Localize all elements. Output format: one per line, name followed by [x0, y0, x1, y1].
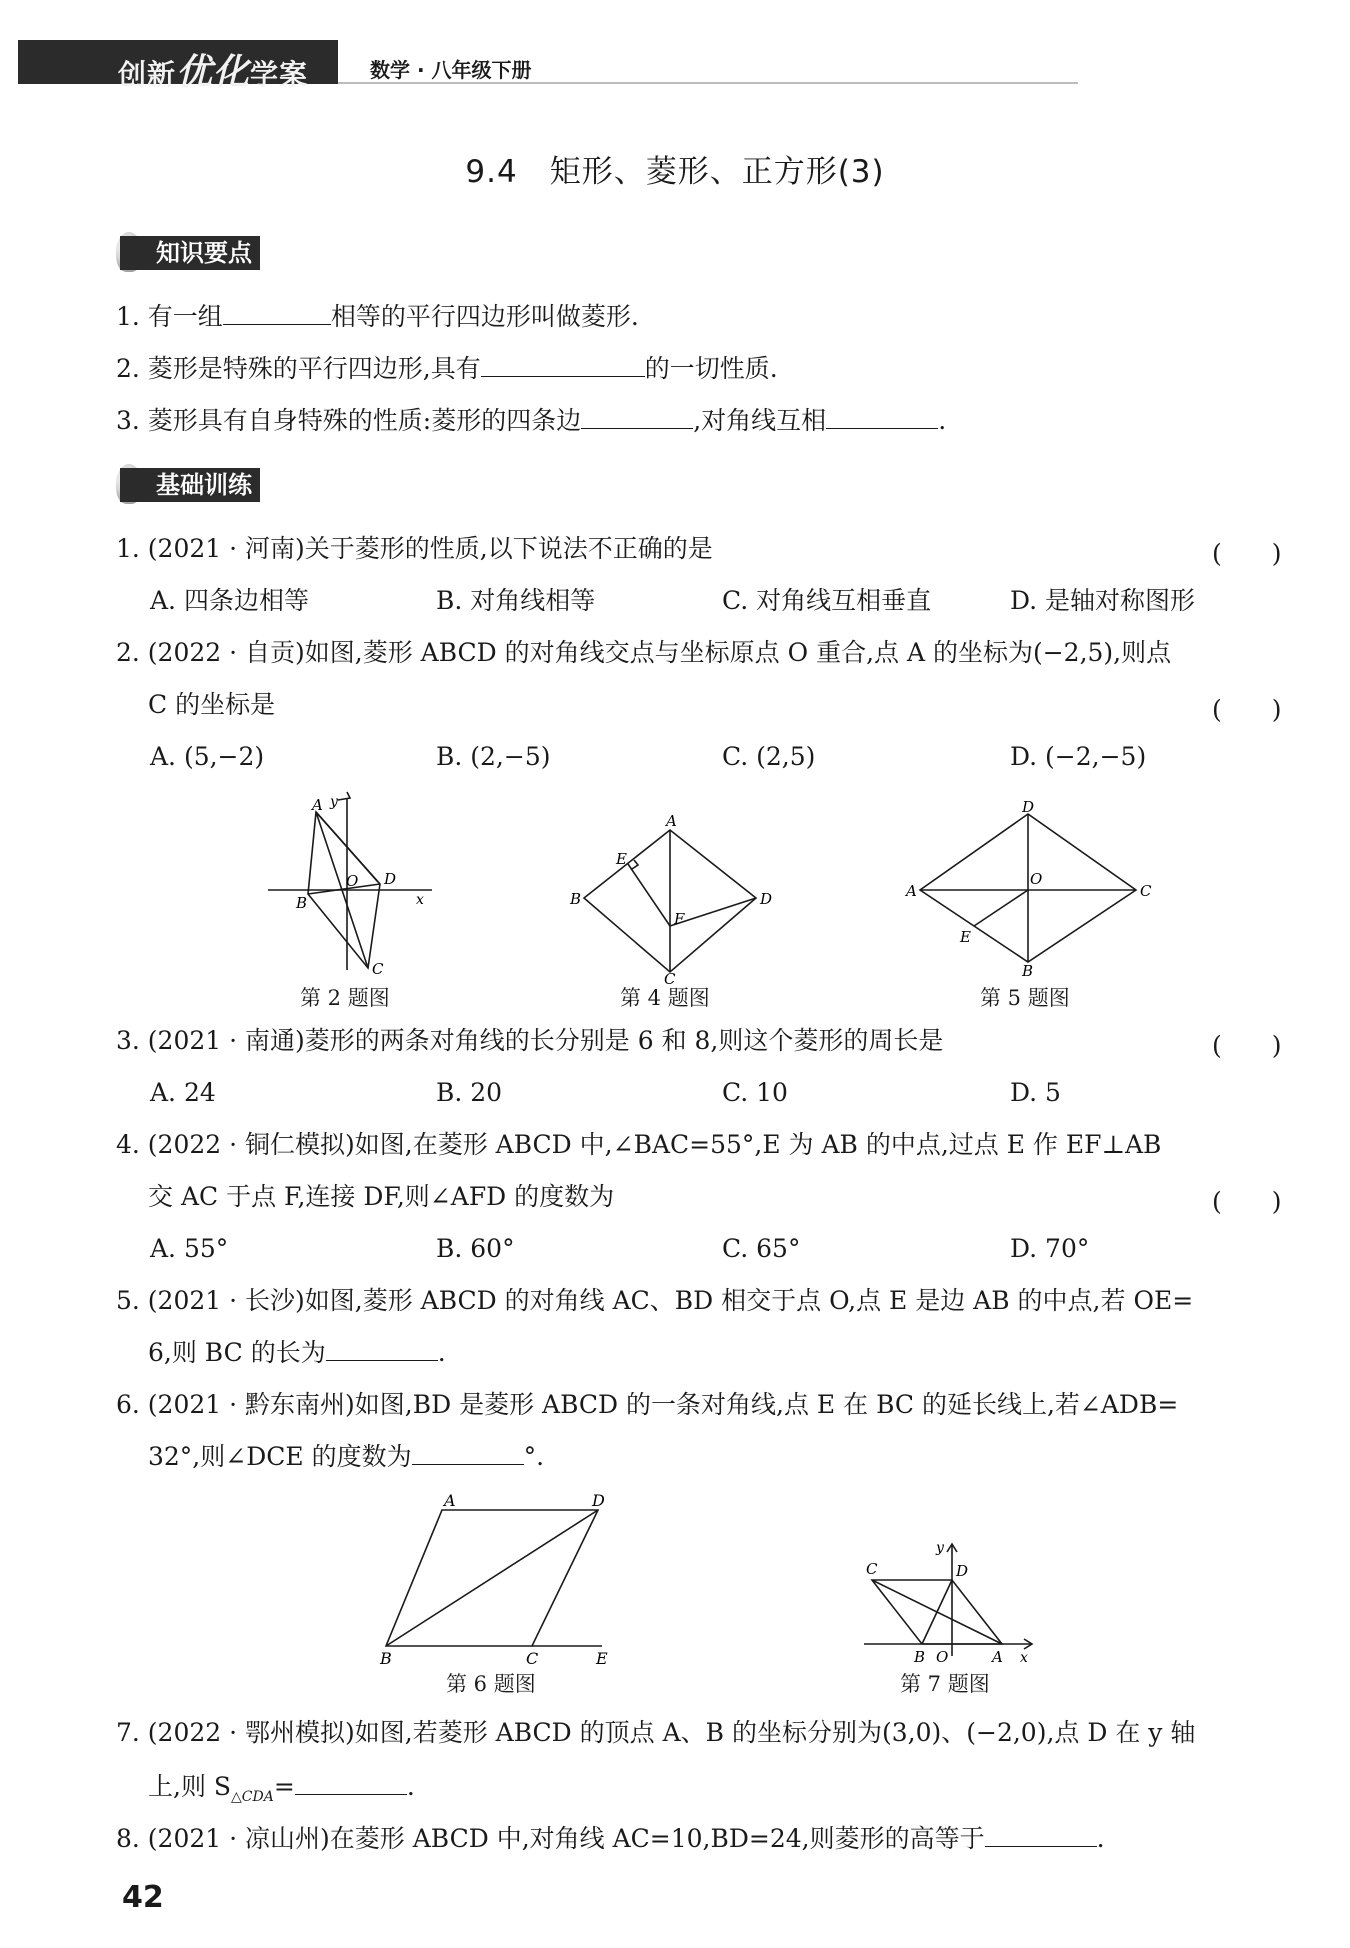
question-8: 8. (2021 · 凉山州)在菱形 ABCD 中,对角线 AC=10,BD=24,则菱形的高等于 . [116, 1824, 1105, 1853]
question-4-line-1: 4. (2022 · 铜仁模拟)如图,在菱形 ABCD 中,∠BAC=55°,E 为 AB 的中点,过点 E 作 EF⊥AB [116, 1130, 1162, 1159]
label-O: O [1030, 870, 1043, 888]
page-number: 42 [122, 1880, 164, 1915]
q3-option-c[interactable]: C. 10 [722, 1078, 788, 1107]
label-E: E [616, 850, 627, 868]
answer-paren[interactable]: ( ) [1212, 1031, 1282, 1060]
label-x: x [416, 892, 424, 908]
q1-option-d[interactable]: D. 是轴对称图形 [1010, 586, 1196, 615]
label-B: B [570, 890, 582, 908]
label-y: y [330, 794, 338, 810]
q3-option-a[interactable]: A. 24 [150, 1078, 216, 1107]
page-title: 9.4 矩形、菱形、正方形(3) [465, 154, 885, 190]
section-heading-basic: 基础训练 [120, 468, 260, 502]
label-D: D [384, 870, 397, 888]
label-x: x [1020, 1650, 1028, 1666]
knowledge-item-2: 2. 菱形是特殊的平行四边形,具有 的一切性质. [116, 354, 778, 383]
label-B: B [296, 894, 308, 912]
question-7-line-1: 7. (2022 · 鄂州模拟)如图,若菱形 ABCD 的顶点 A、B 的坐标分别为(3,0)、(−2,0),点 D 在 y 轴 [116, 1718, 1196, 1747]
label-B: B [1022, 962, 1034, 978]
question-5-line-2: 6,则 BC 的长为 . [148, 1338, 446, 1367]
q4-option-c[interactable]: C. 65° [722, 1234, 801, 1263]
answer-blank[interactable] [412, 1440, 524, 1465]
label-A: A [666, 814, 677, 830]
knowledge-item-1: 1. 有一组 相等的平行四边形叫做菱形. [116, 302, 639, 331]
q2-option-b[interactable]: B. (2,−5) [436, 742, 551, 771]
label-O: O [936, 1648, 949, 1666]
label-E: E [960, 928, 971, 946]
figure-4-caption: 第 4 题图 [620, 986, 710, 1010]
figure-6-caption: 第 6 题图 [446, 1672, 536, 1696]
question-5-line-1: 5. (2021 · 长沙)如图,菱形 ABCD 的对角线 AC、BD 相交于点 O,点 E 是边 AB 的中点,若 OE= [116, 1286, 1194, 1315]
figure-6 [370, 1488, 620, 1668]
q2-option-d[interactable]: D. (−2,−5) [1010, 742, 1147, 771]
section-heading-knowledge: 知识要点 [120, 236, 260, 270]
figure-7-caption: 第 7 题图 [900, 1672, 990, 1696]
q4-option-b[interactable]: B. 60° [436, 1234, 515, 1263]
answer-paren[interactable]: ( ) [1212, 539, 1282, 568]
label-O: O [346, 872, 359, 890]
label-D: D [760, 890, 773, 908]
figure-2 [260, 790, 440, 980]
label-C: C [866, 1560, 878, 1578]
answer-paren[interactable]: ( ) [1212, 695, 1282, 724]
label-B: B [914, 1648, 926, 1666]
knowledge-item-3: 3. 菱形具有自身特殊的性质:菱形的四条边 ,对角线互相 . [116, 406, 947, 435]
answer-blank[interactable] [985, 1822, 1097, 1847]
answer-blank[interactable] [826, 404, 938, 429]
question-6-line-1: 6. (2021 · 黔东南州)如图,BD 是菱形 ABCD 的一条对角线,点 E 在 BC 的延长线上,若∠ADB= [116, 1390, 1179, 1419]
label-E: E [596, 1649, 608, 1668]
subject-label: 数学 · 八年级下册 [370, 58, 532, 82]
question-3: 3. (2021 · 南通)菱形的两条对角线的长分别是 6 和 8,则这个菱形的周长是 [116, 1026, 944, 1055]
label-B: B [380, 1649, 392, 1668]
question-7-line-2: 上,则 $S_{\triangle CDA}=$ . [148, 1772, 415, 1805]
question-4-line-2: 交 AC 于点 F,连接 DF,则∠AFD 的度数为 [148, 1182, 615, 1211]
label-A: A [906, 882, 917, 900]
brand-logo: 创新优化学案 [118, 52, 309, 93]
question-6-line-2: 32°,则∠DCE 的度数为 °. [148, 1442, 545, 1471]
label-A: A [312, 796, 323, 814]
label-D: D [1022, 798, 1035, 816]
q2-option-c[interactable]: C. (2,5) [722, 742, 816, 771]
label-C: C [526, 1649, 539, 1668]
figure-7 [856, 1538, 1036, 1668]
q1-option-b[interactable]: B. 对角线相等 [436, 586, 596, 615]
answer-blank[interactable] [326, 1336, 438, 1361]
label-C: C [1140, 882, 1152, 900]
header-divider [338, 82, 1078, 84]
answer-blank[interactable] [481, 352, 645, 377]
label-D: D [956, 1562, 969, 1580]
answer-blank[interactable] [295, 1770, 407, 1795]
q4-option-a[interactable]: A. 55° [150, 1234, 229, 1263]
question-2-line-2: C 的坐标是 [148, 690, 276, 719]
figure-4 [566, 814, 776, 984]
answer-blank[interactable] [581, 404, 693, 429]
q3-option-d[interactable]: D. 5 [1010, 1078, 1061, 1107]
label-A: A [992, 1648, 1003, 1666]
label-F: F [674, 910, 685, 928]
figure-5-caption: 第 5 题图 [980, 986, 1070, 1010]
label-C: C [372, 960, 384, 978]
label-A: A [444, 1491, 456, 1510]
label-D: D [592, 1491, 605, 1510]
question-1: 1. (2021 · 河南)关于菱形的性质,以下说法不正确的是 [116, 534, 713, 563]
q4-option-d[interactable]: D. 70° [1010, 1234, 1090, 1263]
q3-option-b[interactable]: B. 20 [436, 1078, 503, 1107]
q1-option-a[interactable]: A. 四条边相等 [150, 586, 309, 615]
q1-option-c[interactable]: C. 对角线互相垂直 [722, 586, 932, 615]
answer-paren[interactable]: ( ) [1212, 1187, 1282, 1216]
figure-2-caption: 第 2 题图 [300, 986, 390, 1010]
question-2-line-1: 2. (2022 · 自贡)如图,菱形 ABCD 的对角线交点与坐标原点 O 重合,点 A 的坐标为(−2,5),则点 [116, 638, 1172, 667]
answer-blank[interactable] [223, 300, 331, 325]
label-C: C [664, 970, 676, 984]
figure-5 [900, 798, 1160, 978]
label-y: y [936, 1540, 944, 1556]
q2-option-a[interactable]: A. (5,−2) [150, 742, 265, 771]
